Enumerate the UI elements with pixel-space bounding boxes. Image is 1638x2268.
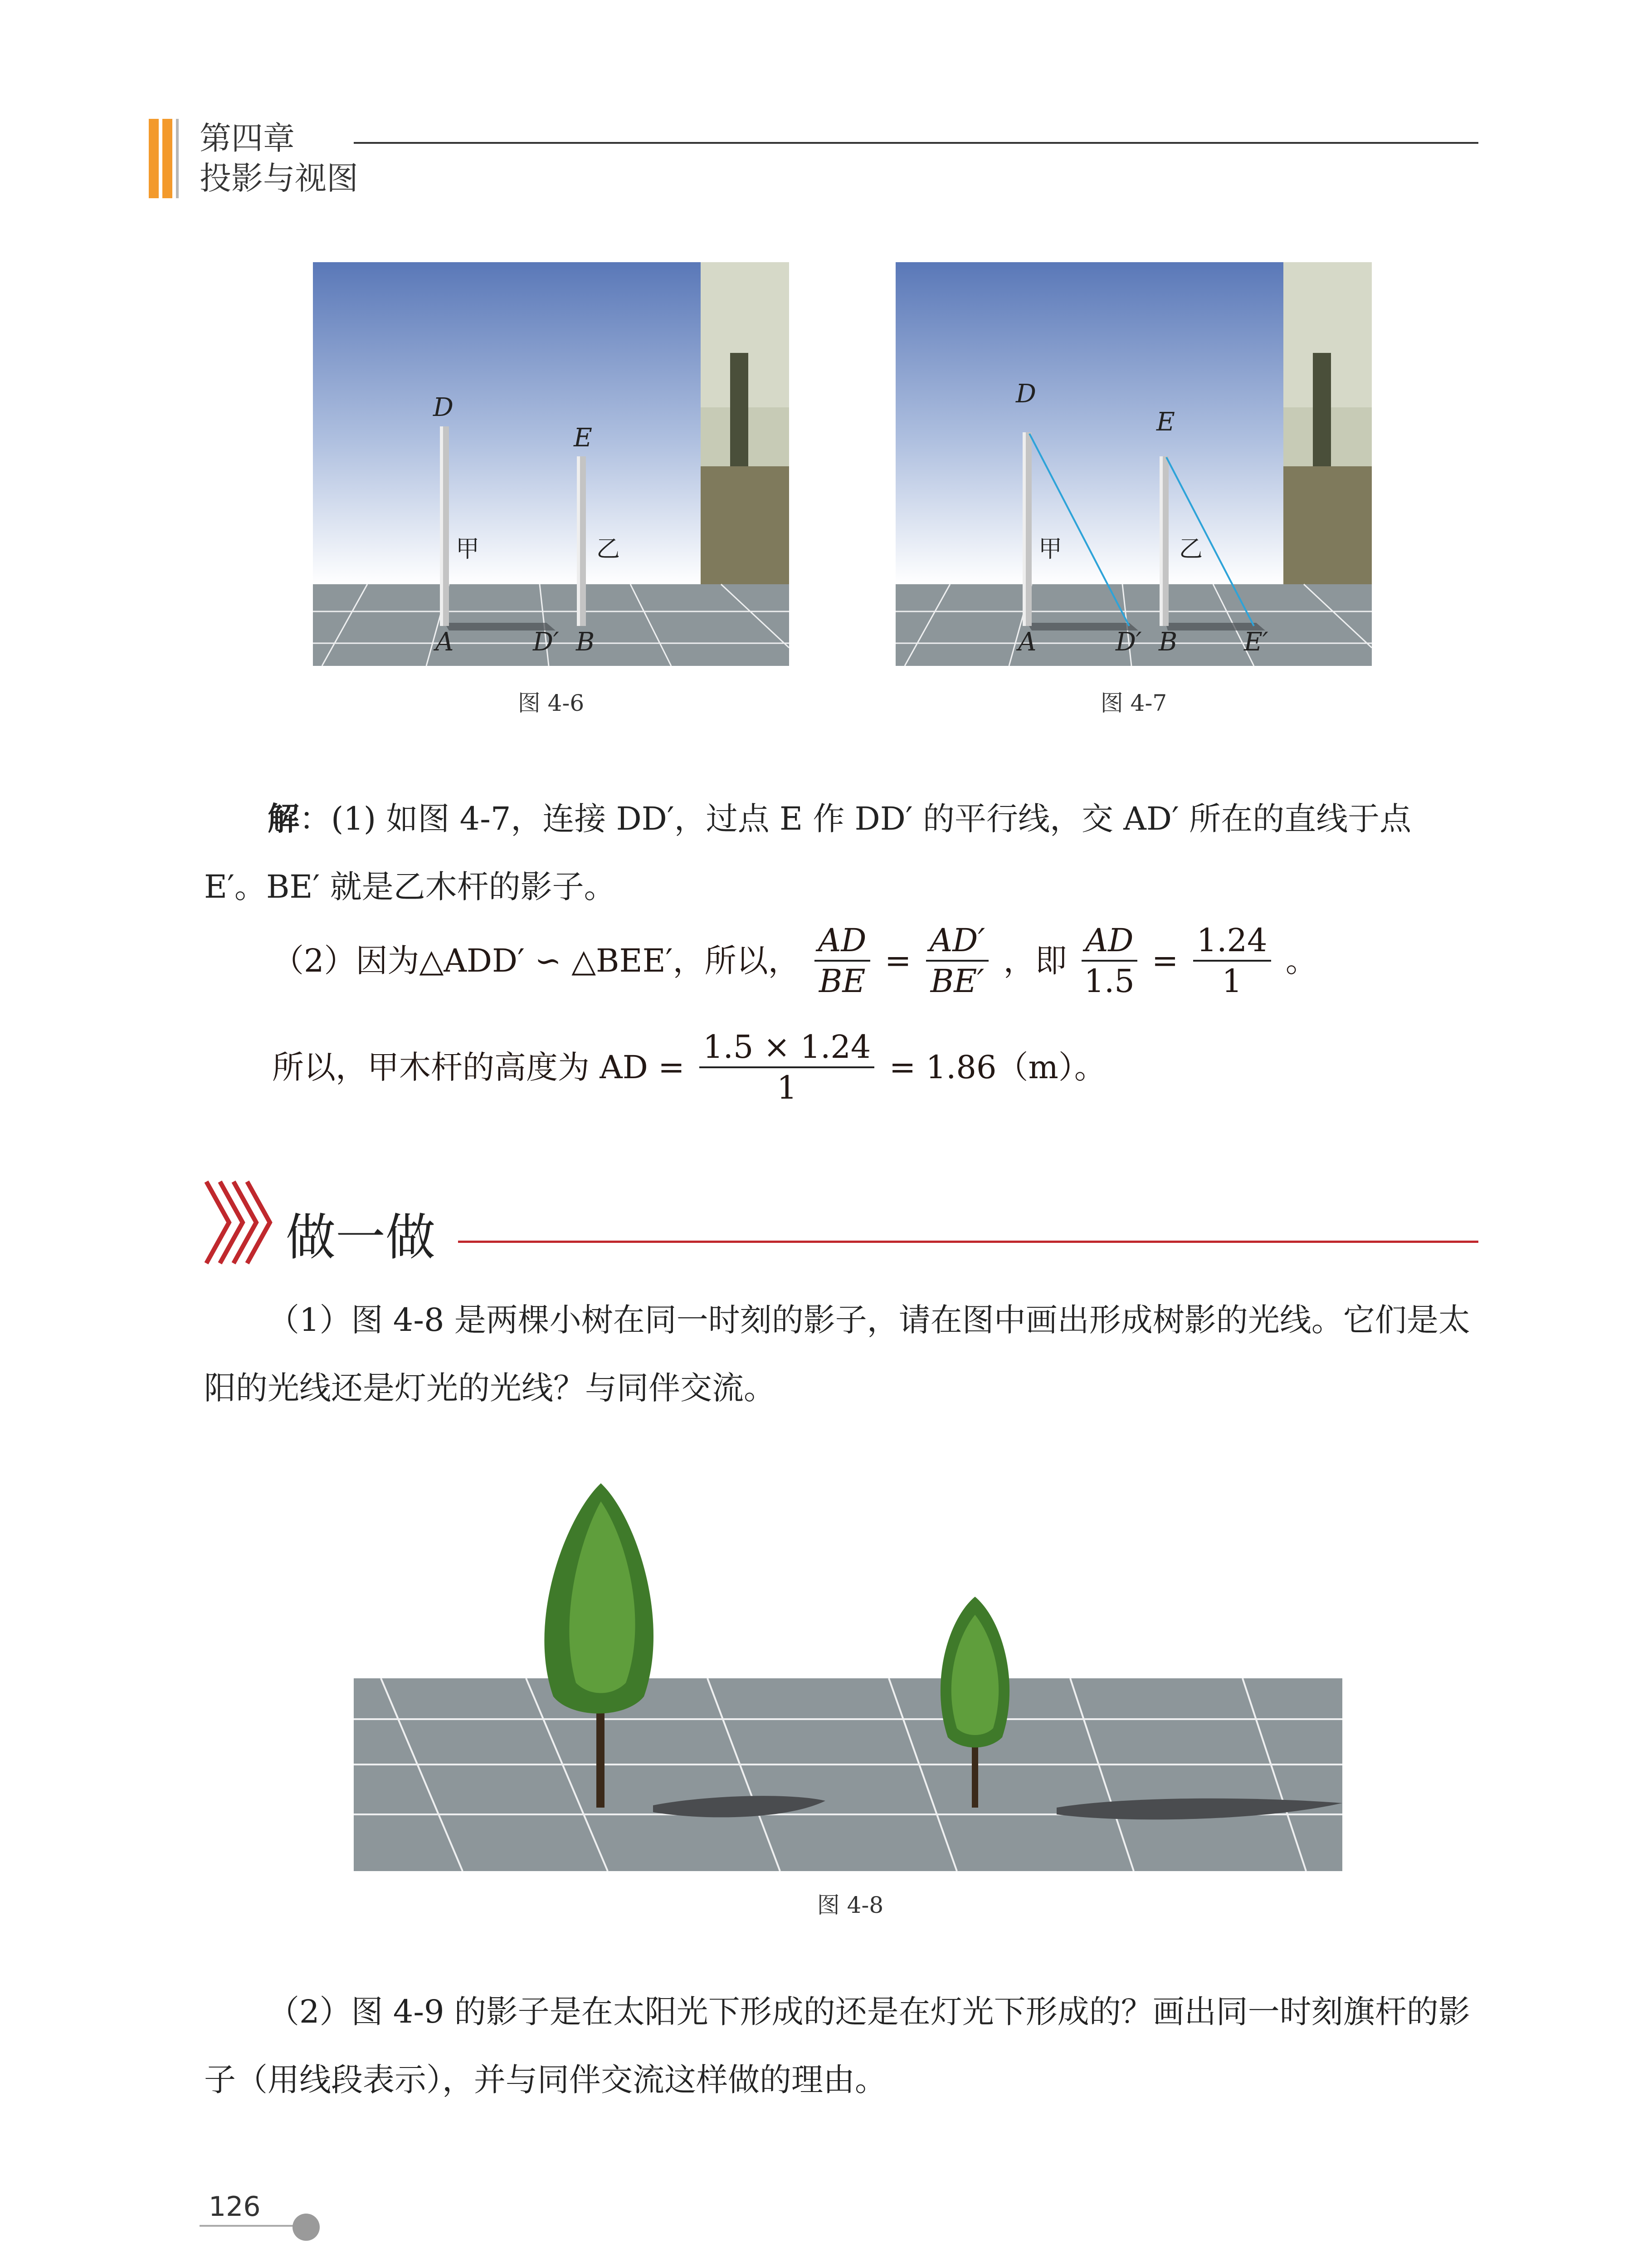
caption-4-6: 图 4-6 bbox=[517, 690, 585, 716]
fraction-AD-1.5: $\frac{AD}{1.5}$ bbox=[1082, 921, 1137, 1001]
solution-text-1: ：(1) 如图 4-7，连接 DD′，过点 E 作 DD′ 的平行线，交 AD′ 所在的直线于点 E′。BE′ 就是乙木杆的影子。 bbox=[204, 800, 1412, 905]
fraction-1.5x1.24-1: $\frac{1.5 \times 1.24}{1}$ bbox=[699, 1027, 874, 1107]
label-jia: 甲 bbox=[1038, 536, 1063, 563]
equals-sign: = bbox=[884, 942, 912, 979]
equals-sign: = bbox=[1151, 942, 1179, 979]
page-number-dot bbox=[292, 2214, 320, 2241]
label-Dprime: D′ bbox=[1116, 627, 1142, 657]
activity-question-2: （2）图 4-9 的影子是在太阳光下形成的还是在灯光下形成的？画出同一时刻旗杆的影子（用线段表示），并与同伴交流这样做的理由。 bbox=[204, 1993, 1470, 2098]
solution-text-3: 所以，甲木杆的高度为 AD = bbox=[272, 1049, 685, 1086]
fraction-AD-BE: $\frac{AD}{BE}$ bbox=[814, 921, 870, 1001]
section-chevron-icon bbox=[202, 1177, 283, 1268]
header-accent-bar bbox=[162, 119, 172, 198]
activity-question-1: （1）图 4-8 是两棵小树在同一时刻的影子，请在图中画出形成树影的光线。它们是太阳的光线还是灯光的光线？与同伴交流。 bbox=[204, 1301, 1470, 1407]
solution-part-1 bbox=[204, 785, 1474, 921]
figure-4-7 bbox=[896, 262, 1372, 666]
label-A: A bbox=[1018, 627, 1037, 657]
tree-trunk-2 bbox=[972, 1737, 978, 1808]
figure-4-6 bbox=[313, 262, 789, 666]
solution-result: = 1.86（m）。 bbox=[889, 1049, 1106, 1086]
label-E: E bbox=[574, 423, 592, 453]
label-jia: 甲 bbox=[456, 536, 480, 563]
solution-part-3 bbox=[272, 1027, 1106, 1107]
section-rule bbox=[458, 1241, 1478, 1243]
solution-label: 解 bbox=[268, 800, 299, 837]
label-D: D bbox=[1016, 379, 1036, 409]
caption-4-7: 图 4-7 bbox=[1100, 690, 1167, 716]
label-Dprime: D′ bbox=[533, 627, 559, 657]
header-accent-bar bbox=[149, 119, 159, 198]
label-B: B bbox=[576, 627, 595, 657]
section-title: 做一做 bbox=[286, 1208, 435, 1266]
header-accent-bar bbox=[176, 119, 179, 198]
fraction-1.24-1: $\frac{1.24}{1}$ bbox=[1193, 921, 1271, 1001]
figure-4-8 bbox=[354, 1483, 1342, 1873]
solution-part-2 bbox=[272, 921, 1317, 1001]
label-A: A bbox=[435, 627, 454, 657]
label-Eprime: E′ bbox=[1244, 627, 1268, 657]
solution-text-2: （2）因为△ADD′ ∽ △BEE′，所以， bbox=[272, 942, 800, 979]
chapter-title: 投影与视图 bbox=[200, 160, 358, 197]
label-yi: 乙 bbox=[596, 536, 620, 563]
page-number: 126 bbox=[209, 2191, 261, 2223]
page-number-rule bbox=[200, 2225, 304, 2227]
label-D: D bbox=[433, 393, 453, 422]
figure-4-6-illustration bbox=[313, 262, 789, 666]
figure-4-7-illustration bbox=[896, 262, 1372, 666]
label-B: B bbox=[1159, 627, 1178, 657]
header-rule bbox=[354, 142, 1478, 144]
text-ji: ，即 bbox=[1003, 942, 1067, 979]
label-E: E bbox=[1156, 407, 1175, 437]
ground-grid bbox=[354, 1678, 1342, 1871]
caption-4-8: 图 4-8 bbox=[817, 1892, 884, 1918]
chapter-number: 第四章 bbox=[200, 120, 295, 157]
label-yi: 乙 bbox=[1179, 536, 1203, 563]
fraction-ADp-BEp: $\frac{AD'}{BE'}$ bbox=[926, 921, 989, 1001]
period: 。 bbox=[1285, 942, 1317, 979]
